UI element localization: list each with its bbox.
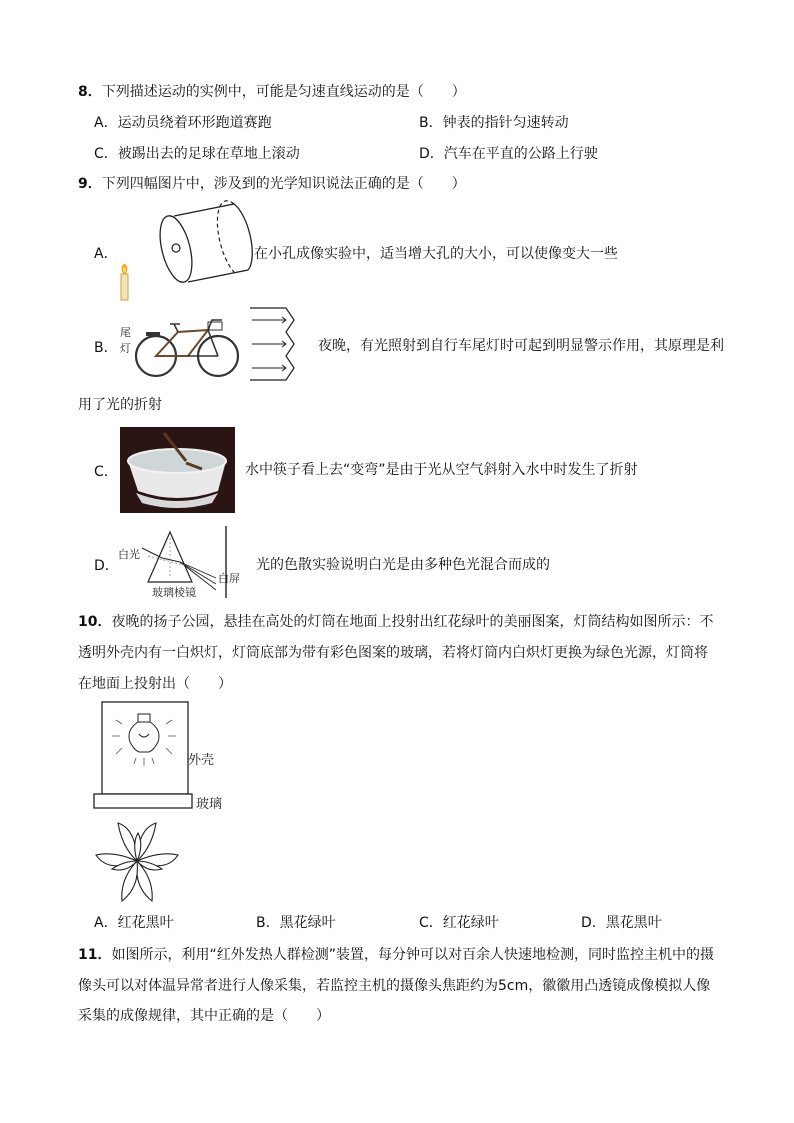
q11-stem-line-3: 采集的成像规律，其中正确的是（ ） <box>78 1008 330 1024</box>
q10-option-b[interactable]: B．黑花绿叶 <box>256 915 336 931</box>
flower-pattern-figure <box>92 817 182 905</box>
taillight-label: 尾 <box>120 326 131 339</box>
q8-option-a[interactable]: A．运动员绕着环形跑道赛跑 <box>94 115 272 131</box>
pinhole-camera-figure <box>112 198 257 304</box>
q10-option-d[interactable]: D．黑花黑叶 <box>581 915 662 931</box>
q10-stem-line-3: 在地面上投射出（ ） <box>78 676 232 692</box>
q10-option-c[interactable]: C．红花绿叶 <box>419 915 499 931</box>
q10-option-a[interactable]: A．红花黑叶 <box>94 915 174 931</box>
shell-label: 外壳 <box>188 753 215 768</box>
q8-option-c[interactable]: C．被踢出去的足球在草地上滚动 <box>94 146 300 162</box>
q9-stem-text: 下列四幅图片中，涉及到的光学知识说法正确的是（ ） <box>101 176 466 192</box>
white-light-label: 白光 <box>118 548 140 561</box>
white-screen-label: 白屏 <box>218 572 240 585</box>
q10-stem-line-1: 10．夜晚的扬子公园，悬挂在高处的灯筒在地面上投射出红花绿叶的美丽图案，灯筒结构如图所示：不 <box>78 614 714 630</box>
chopstick-bowl-figure <box>120 427 235 513</box>
q9-option-a-text: 在小孔成像实验中，适当增大孔的大小，可以使像变大一些 <box>254 246 618 262</box>
prism-dispersion-figure <box>114 526 250 598</box>
q11-number: 11． <box>78 947 112 963</box>
q9-option-c-label[interactable]: C． <box>94 464 118 480</box>
svg-text:灯: 灯 <box>120 342 131 355</box>
q9-option-c-text: 水中筷子看上去“变弯”是由于光从空气斜射入水中时发生了折射 <box>245 462 638 478</box>
q8-stem-text: 下列描述运动的实例中，可能是匀速直线运动的是（ ） <box>101 84 466 100</box>
lamp-structure-figure <box>92 700 232 812</box>
q8-option-b[interactable]: B．钟表的指针匀速转动 <box>419 115 569 131</box>
glass-label: 玻璃 <box>196 797 223 812</box>
q10-stem-line-2: 透明外壳内有一白炽灯，灯筒底部为带有彩色图案的玻璃，若将灯筒内白炽灯更换为绿色光源，灯筒将 <box>78 645 708 661</box>
q8-number: 8． <box>78 84 102 100</box>
q9-option-b-text-cont: 用了光的折射 <box>78 397 162 413</box>
q10-number: 10． <box>78 614 112 630</box>
q9-option-a-label[interactable]: A． <box>94 246 118 262</box>
q9-option-b-text: 夜晚，有光照射到自行车尾灯时可起到明显警示作用，其原理是利 <box>318 338 724 354</box>
q9-option-d-text: 光的色散实验说明白光是由多种色光混合而成的 <box>256 557 550 573</box>
q9-stem <box>78 174 466 194</box>
bicycle-taillight-figure <box>116 306 316 386</box>
q11-stem-line-2: 像头可以对体温异常者进行人像采集，若监控主机的摄像头焦距约为5cm，徽徽用凸透镜成像模拟人像 <box>78 978 711 994</box>
q8-option-d[interactable]: D．汽车在平直的公路上行驶 <box>419 146 598 162</box>
q9-option-d-label[interactable]: D． <box>94 558 119 574</box>
glass-prism-label: 玻璃棱镜 <box>152 586 196 598</box>
q9-option-b-label[interactable]: B． <box>94 340 118 356</box>
q8-stem <box>78 82 466 102</box>
q11-stem-line-1: 11．如图所示，利用“红外发热人群检测”装置，每分钟可以对百余人快速地检测，同时监控主机中的摄 <box>78 947 714 963</box>
q9-number: 9． <box>78 176 102 192</box>
